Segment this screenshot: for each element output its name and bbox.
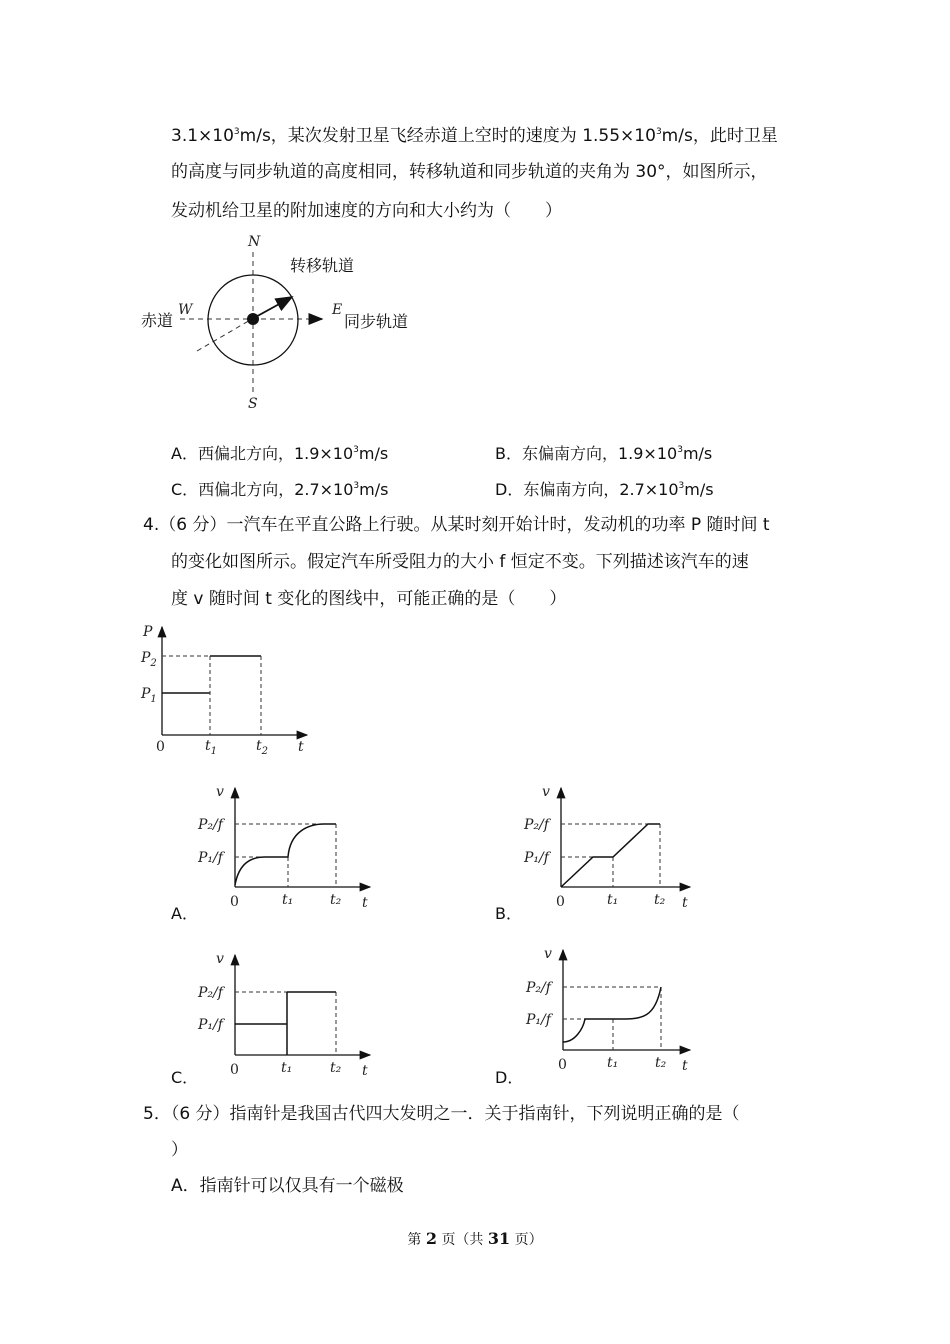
origin-label: 0 bbox=[156, 739, 165, 755]
p-axis-label: P bbox=[143, 624, 153, 640]
v-graph-a-v-label: v bbox=[216, 784, 224, 800]
v-graph-c-t-label: t bbox=[362, 1063, 368, 1079]
equator-label: 赤道 bbox=[141, 311, 174, 330]
q4-line-1: 4.（6 分）一汽车在平直公路上行驶。从某时刻开始计时，发动机的功率 P 随时间 t bbox=[143, 515, 770, 535]
v-graph-c-v-label: v bbox=[216, 951, 224, 967]
v-graph-d-t1-label: t₁ bbox=[607, 1055, 619, 1071]
v-graph-b-t-label: t bbox=[682, 895, 688, 911]
total-pages: 31 bbox=[487, 1229, 511, 1248]
q5-line-1: 5．（6 分）指南针是我国古代四大发明之一．关于指南针，下列说明正确的是（ bbox=[143, 1104, 740, 1124]
q3-line-3: 发动机给卫星的附加速度的方向和大小约为（ ） bbox=[171, 201, 562, 221]
east-label: E bbox=[332, 302, 343, 318]
v-graph-d-curve bbox=[563, 987, 661, 1042]
v-graph-a-p1f-label: P₁/f bbox=[198, 850, 223, 866]
v-graph-c-curve bbox=[235, 992, 336, 1024]
v-graph-d-p1f-label: P₁/f bbox=[526, 1012, 551, 1028]
q3-option-b[interactable]: B．东偏南方向，$1.9\times 10^3m/s$ bbox=[495, 444, 713, 463]
north-label: N bbox=[248, 234, 261, 250]
west-label: W bbox=[178, 302, 193, 318]
v-graph-c-origin-label: 0 bbox=[230, 1062, 239, 1078]
v-graph-a-curve bbox=[235, 824, 336, 885]
v-graph-d-v-label: v bbox=[544, 946, 552, 962]
v-graph-b-curve bbox=[561, 824, 660, 887]
sync-orbit-label: 同步轨道 bbox=[344, 312, 409, 331]
t-axis-label: t bbox=[298, 739, 304, 755]
q3-line-2: 的高度与同步轨道的高度相同，转移轨道和同步轨道的夹角为 30°，如图所示， bbox=[171, 162, 768, 182]
transfer-orbit-label: 转移轨道 bbox=[290, 256, 355, 275]
t2-label: $t_2$ bbox=[256, 738, 269, 757]
v-graph-c-p2f-label: P₂/f bbox=[198, 985, 223, 1001]
q4-line-2: 的变化如图所示。假定汽车所受阻力的大小 f 恒定不变。下列描述该汽车的速 bbox=[171, 552, 749, 572]
v-graph-d-t2-label: t₂ bbox=[655, 1055, 667, 1071]
q4-line-3: 度 v 随时间 t 变化的图线中，可能正确的是（ ） bbox=[171, 589, 567, 609]
v-graph-a-p2f-label: P₂/f bbox=[198, 817, 223, 833]
q4-option-c[interactable]: C． bbox=[171, 1068, 199, 1087]
q3-option-d[interactable]: D．东偏南方向，$2.7\times 10^3m/s$ bbox=[495, 480, 714, 499]
v-graph-d-p2f-label: P₂/f bbox=[526, 980, 551, 996]
v-graph-a-t1-label: t₁ bbox=[282, 892, 294, 908]
q4-option-d[interactable]: D． bbox=[495, 1068, 524, 1087]
v-graph-a-t-label: t bbox=[362, 895, 368, 911]
v-graph-b-origin-label: 0 bbox=[556, 894, 565, 910]
v-graph-a-t2-label: t₂ bbox=[330, 892, 342, 908]
p1-label: $P_1$ bbox=[141, 686, 157, 705]
v-graph-d-t-label: t bbox=[682, 1058, 688, 1074]
v-graph-b-p2f-label: P₂/f bbox=[524, 817, 549, 833]
q5-option-a[interactable]: A．指南针可以仅具有一个磁极 bbox=[171, 1176, 404, 1196]
v-graph-a-origin-label: 0 bbox=[230, 894, 239, 910]
q4-option-b[interactable]: B． bbox=[495, 904, 522, 923]
page-footer: 第 2 页（共 31 页） bbox=[407, 1229, 543, 1248]
p2-label: $P_2$ bbox=[141, 650, 157, 669]
page-number: 2 bbox=[425, 1229, 437, 1248]
t1-label: $t_1$ bbox=[205, 738, 218, 757]
v-graph-c-t2-label: t₂ bbox=[330, 1060, 342, 1076]
v-graph-b-t2-label: t₂ bbox=[654, 892, 666, 908]
q3-option-c[interactable]: C．西偏北方向，$2.7\times 10^3m/s$ bbox=[171, 480, 389, 499]
v-graph-c-t1-label: t₁ bbox=[281, 1060, 293, 1076]
q3-line-1: $3.1\times 10^3m/s$，某次发射卫星飞经赤道上空时的速度为 $1.55\times 10^3m/s$，此时卫星 bbox=[171, 126, 778, 146]
v-graph-b-v-label: v bbox=[542, 784, 550, 800]
q4-option-a[interactable]: A． bbox=[171, 904, 198, 923]
q5-line-2: ） bbox=[171, 1140, 188, 1160]
v-graph-b-t1-label: t₁ bbox=[607, 892, 619, 908]
v-graph-c-p1f-label: P₁/f bbox=[198, 1017, 223, 1033]
south-label: S bbox=[248, 396, 258, 412]
v-graph-b-p1f-label: P₁/f bbox=[524, 850, 549, 866]
v-graph-d-origin-label: 0 bbox=[558, 1057, 567, 1073]
q3-option-a[interactable]: A．西偏北方向，$1.9\times 10^3m/s$ bbox=[171, 444, 389, 463]
